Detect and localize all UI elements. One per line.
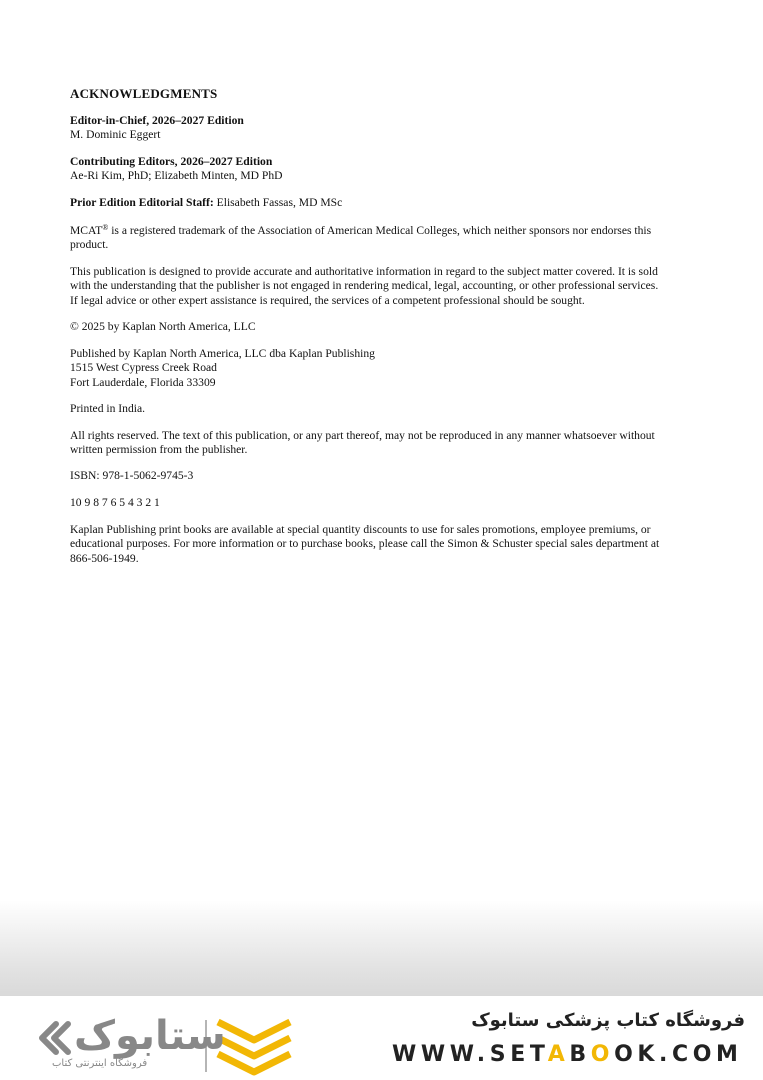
contributing-editors-block [70,155,700,184]
editor-in-chief-label: Editor-in-Chief, 2026–2027 Edition [70,114,244,127]
print-number-line: 10 9 8 7 6 5 4 3 2 1 [70,496,160,509]
prior-staff-label: Prior Edition Editorial Staff: [70,196,214,209]
stacked-books-icon [218,1022,290,1072]
publisher-line: 1515 West Cypress Creek Road [70,361,217,375]
sales-line: 866-506-1949. [70,551,139,565]
disclaimer-paragraph [70,265,700,308]
double-chevron-icon [42,1024,68,1052]
printed-in-line: Printed in India. [70,402,146,415]
publisher-address [70,347,700,390]
disclaimer-line: with the understanding that the publisher is not engaged in rendering medical, legal, accounting, or other professional services. [70,279,659,293]
disclaimer-line: If legal advice or other expert assistance is required, the services of a competent professional should be sought. [70,293,585,307]
prior-staff-block [70,196,700,210]
logo-tagline: فروشگاه اینترنتی کتاب [52,1058,148,1069]
store-name: فروشگاه کتاب پزشکی ستابوک [471,1010,745,1031]
prior-staff-names: Elisabeth Fassas, MD MSc [213,196,343,209]
trademark-line-2: product. [70,238,109,252]
rights-line: All rights reserved. The text of this publication, or any part thereof, may not be reproduced in any manner whatsoever without [70,429,655,442]
watermark-shadow [0,900,763,996]
url-part: WWW.SET [392,1042,548,1067]
url-highlight: O [590,1042,615,1067]
sales-line: Kaplan Publishing print books are available at special quantity discounts to use for sales promotions, employee premiums, or [70,523,651,536]
rights-paragraph [70,429,700,458]
url-part: OK.COM [614,1042,743,1067]
store-url [392,1042,752,1067]
contributing-editors-label: Contributing Editors, 2026–2027 Edition [70,155,273,168]
trademark-mark: MCAT [70,224,103,237]
sales-line: educational purposes. For more information or to purchase books, please call the Simon & Schuster special sales department at [70,537,660,551]
editor-in-chief-name: M. Dominic Eggert [70,128,161,142]
trademark-notice [70,224,700,253]
publisher-line: Published by Kaplan North America, LLC dba Kaplan Publishing [70,347,375,360]
url-highlight: A [547,1042,570,1067]
page-heading: ACKNOWLEDGMENTS [70,86,218,101]
disclaimer-line: This publication is designed to provide accurate and authoritative information in regard to the subject matter covered. It is sold [70,265,658,278]
publisher-line: Fort Lauderdale, Florida 33309 [70,375,216,389]
copyright-line: © 2025 by Kaplan North America, LLC [70,320,256,333]
rights-line: written permission from the publisher. [70,443,248,457]
contributing-editors-names: Ae-Ri Kim, PhD; Elizabeth Minten, MD PhD [70,169,283,183]
editor-in-chief-block [70,114,700,143]
logo-wordmark: ستابوک [74,1013,226,1059]
sales-paragraph [70,523,700,566]
isbn-line: ISBN: 978-1-5062-9745-3 [70,469,194,482]
url-part: B [569,1042,591,1067]
trademark-line-1: is a registered trademark of the Association of American Medical Colleges, which neither sponsors nor endorses this [108,224,652,237]
registered-symbol: ® [102,223,109,232]
